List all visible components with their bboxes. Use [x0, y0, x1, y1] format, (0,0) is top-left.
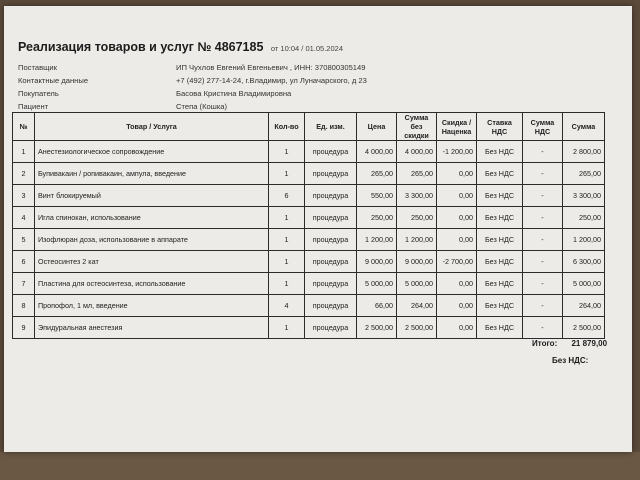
items-table [12, 112, 605, 339]
row-discount: 0,00 [437, 295, 477, 317]
row-qty: 1 [269, 163, 305, 185]
row-qty: 1 [269, 229, 305, 251]
table-row [13, 273, 605, 295]
row-discount: 0,00 [437, 163, 477, 185]
row-vat-rate: Без НДС [477, 317, 523, 339]
row-unit: процедура [305, 273, 357, 295]
vat-total-label: Без НДС: [552, 356, 589, 365]
row-sum: 1 200,00 [563, 229, 605, 251]
row-number: 4 [13, 207, 35, 229]
document-title [18, 40, 343, 54]
row-item: Эпидуральная анестезия [35, 317, 269, 339]
row-item: Изофлюран доза, использование в аппарате [35, 229, 269, 251]
row-vat-rate: Без НДС [477, 163, 523, 185]
row-number: 6 [13, 251, 35, 273]
contacts-value: +7 (492) 277-14-24, г.Владимир, ул Луначарского, д 23 [176, 76, 367, 85]
patient-label: Пациент [18, 102, 49, 111]
row-qty: 6 [269, 185, 305, 207]
row-qty: 1 [269, 141, 305, 163]
row-number: 2 [13, 163, 35, 185]
row-discount: 0,00 [437, 317, 477, 339]
row-vat-sum: - [523, 317, 563, 339]
row-price: 9 000,00 [357, 251, 397, 273]
row-price: 550,00 [357, 185, 397, 207]
supplier-value: ИП Чухлов Евгений Евгеньевич , ИНН: 370800305149 [176, 63, 366, 72]
row-sum: 264,00 [563, 295, 605, 317]
row-discount: 0,00 [437, 185, 477, 207]
row-item: Анестезиологическое сопровождение [35, 141, 269, 163]
row-unit: процедура [305, 295, 357, 317]
row-sum: 5 000,00 [563, 273, 605, 295]
row-number: 8 [13, 295, 35, 317]
header-discount: Скидка / Наценка [437, 113, 477, 141]
table-row [13, 317, 605, 339]
row-vat-sum: - [523, 163, 563, 185]
table-row [13, 163, 605, 185]
row-sum: 3 300,00 [563, 185, 605, 207]
document-sheet [4, 6, 632, 452]
header-sum-no-discount: Сумма без скидки [397, 113, 437, 141]
row-discount: -1 200,00 [437, 141, 477, 163]
row-unit: процедура [305, 207, 357, 229]
row-sum: 250,00 [563, 207, 605, 229]
row-vat-rate: Без НДС [477, 185, 523, 207]
row-vat-sum: - [523, 273, 563, 295]
row-unit: процедура [305, 163, 357, 185]
patient-value: Степа (Кошка) [176, 102, 228, 111]
total-label: Итого: [532, 339, 558, 348]
contacts-label: Контактные данные [18, 76, 89, 85]
row-price: 1 200,00 [357, 229, 397, 251]
row-sum-no-discount: 4 000,00 [397, 141, 437, 163]
row-vat-rate: Без НДС [477, 251, 523, 273]
row-qty: 1 [269, 207, 305, 229]
row-qty: 1 [269, 251, 305, 273]
header-sum: Сумма [563, 113, 605, 141]
row-vat-sum: - [523, 207, 563, 229]
buyer-value: Басова Кристина Владимировна [176, 89, 292, 98]
total-row [532, 339, 607, 348]
row-item: Винт блокируемый [35, 185, 269, 207]
row-vat-sum: - [523, 229, 563, 251]
document-title-text: Реализация товаров и услуг № 4867185 [18, 40, 264, 54]
row-sum-no-discount: 2 500,00 [397, 317, 437, 339]
header-qty: Кол-во [269, 113, 305, 141]
row-number: 1 [13, 141, 35, 163]
row-vat-rate: Без НДС [477, 207, 523, 229]
row-sum: 6 300,00 [563, 251, 605, 273]
header-unit: Ед. изм. [305, 113, 357, 141]
row-price: 2 500,00 [357, 317, 397, 339]
row-sum: 2 500,00 [563, 317, 605, 339]
row-sum-no-discount: 9 000,00 [397, 251, 437, 273]
row-sum: 265,00 [563, 163, 605, 185]
buyer-label: Покупатель [18, 89, 59, 98]
row-vat-rate: Без НДС [477, 141, 523, 163]
row-price: 250,00 [357, 207, 397, 229]
row-number: 7 [13, 273, 35, 295]
table-row [13, 295, 605, 317]
table-row [13, 207, 605, 229]
header-price: Цена [357, 113, 397, 141]
row-number: 5 [13, 229, 35, 251]
supplier-label: Поставщик [18, 63, 57, 72]
row-unit: процедура [305, 229, 357, 251]
header-item: Товар / Услуга [35, 113, 269, 141]
row-item: Пластина для остеосинтеза, использование [35, 273, 269, 295]
row-number: 9 [13, 317, 35, 339]
row-sum-no-discount: 3 300,00 [397, 185, 437, 207]
table-row [13, 185, 605, 207]
table-header-row [13, 113, 605, 141]
row-unit: процедура [305, 251, 357, 273]
row-sum: 2 800,00 [563, 141, 605, 163]
row-price: 265,00 [357, 163, 397, 185]
row-item: Пропофол, 1 мл, введение [35, 295, 269, 317]
header-num: № [13, 113, 35, 141]
row-item: Бупивакаин / ропивакаин, ампула, введение [35, 163, 269, 185]
row-unit: процедура [305, 141, 357, 163]
row-sum-no-discount: 264,00 [397, 295, 437, 317]
row-qty: 1 [269, 273, 305, 295]
row-discount: 0,00 [437, 229, 477, 251]
header-vat-rate: Ставка НДС [477, 113, 523, 141]
row-discount: 0,00 [437, 273, 477, 295]
row-qty: 4 [269, 295, 305, 317]
row-sum-no-discount: 265,00 [397, 163, 437, 185]
row-vat-sum: - [523, 185, 563, 207]
row-price: 66,00 [357, 295, 397, 317]
row-price: 4 000,00 [357, 141, 397, 163]
document-date: от 10:04 / 01.05.2024 [270, 44, 343, 53]
row-vat-sum: - [523, 251, 563, 273]
row-price: 5 000,00 [357, 273, 397, 295]
table-row [13, 141, 605, 163]
table-row [13, 251, 605, 273]
row-unit: процедура [305, 317, 357, 339]
row-sum-no-discount: 250,00 [397, 207, 437, 229]
vat-total-row [552, 356, 588, 365]
row-item: Игла спинокан, использование [35, 207, 269, 229]
row-discount: 0,00 [437, 207, 477, 229]
row-vat-rate: Без НДС [477, 295, 523, 317]
row-sum-no-discount: 1 200,00 [397, 229, 437, 251]
row-unit: процедура [305, 185, 357, 207]
background-surface [0, 452, 640, 480]
row-qty: 1 [269, 317, 305, 339]
row-discount: -2 700,00 [437, 251, 477, 273]
table-row [13, 229, 605, 251]
row-vat-sum: - [523, 141, 563, 163]
header-vat-sum: Сумма НДС [523, 113, 563, 141]
row-vat-sum: - [523, 295, 563, 317]
row-vat-rate: Без НДС [477, 229, 523, 251]
total-value: 21 879,00 [571, 339, 608, 348]
row-vat-rate: Без НДС [477, 273, 523, 295]
row-sum-no-discount: 5 000,00 [397, 273, 437, 295]
row-number: 3 [13, 185, 35, 207]
row-item: Остеосинтез 2 кат [35, 251, 269, 273]
